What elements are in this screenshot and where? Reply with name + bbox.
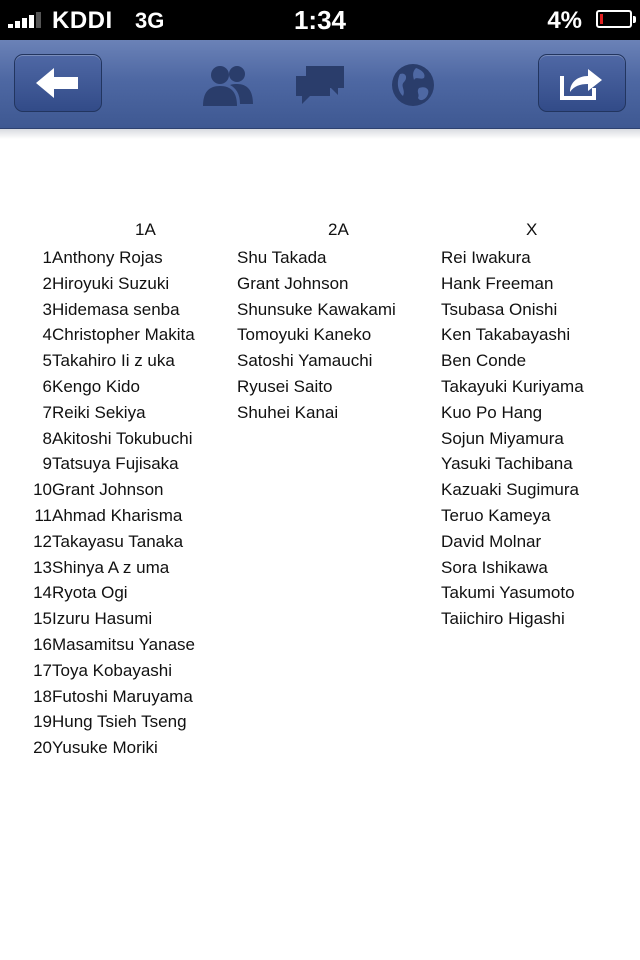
- entry-number: 16: [33, 634, 52, 654]
- list-item: [30, 556, 195, 582]
- entry-name: Tatsuya Fujisaka: [52, 454, 179, 474]
- entry-name: Hank Freeman: [441, 273, 554, 293]
- entry-name: Shu Takada: [237, 248, 327, 267]
- entry-number: 17: [33, 660, 52, 680]
- battery-icon: [596, 10, 632, 28]
- entry-name: Futoshi Maruyama: [52, 686, 193, 706]
- entry-number: 2: [42, 273, 52, 293]
- entry-name: Ahmad Kharisma: [52, 505, 183, 525]
- entry-name: Kuo Po Hang: [441, 402, 543, 422]
- roster-document: [0, 200, 640, 800]
- entry-number: 3: [42, 299, 52, 319]
- list-item: [441, 272, 584, 298]
- list-item: [30, 504, 195, 530]
- entry-name: Takayasu Tanaka: [52, 531, 184, 551]
- entry-number: 18: [33, 686, 52, 706]
- entry-number: 6: [42, 376, 52, 396]
- list-item: [441, 298, 584, 324]
- list-item: [30, 685, 195, 711]
- entry-number: 5: [42, 351, 52, 371]
- entry-name: Reiki Sekiya: [52, 402, 146, 422]
- entry-name: Sojun Miyamura: [441, 428, 564, 448]
- entry-name: Ken Takabayashi: [441, 325, 571, 345]
- column-heading: X: [526, 220, 538, 239]
- list-item: [441, 504, 584, 530]
- entry-name: Hung Tsieh Tseng: [52, 712, 187, 732]
- entry-name: Izuru Hasumi: [52, 609, 153, 629]
- list-item: [237, 272, 396, 298]
- list-item: [30, 246, 195, 272]
- messages-icon[interactable]: [292, 62, 348, 108]
- list-item: [30, 736, 195, 762]
- entry-name: Taiichiro Higashi: [441, 609, 565, 629]
- list-item: [30, 530, 195, 556]
- network-type: 3G: [135, 8, 165, 33]
- column-heading: 2A: [328, 220, 349, 239]
- entry-number: 8: [42, 428, 52, 448]
- nav-shadow: [0, 129, 640, 139]
- list-item: [30, 581, 195, 607]
- list-item: [30, 607, 195, 633]
- list-item: [237, 298, 396, 324]
- arrow-left-icon: [34, 66, 82, 100]
- entry-name: Sora Ishikawa: [441, 557, 548, 577]
- list-item: [237, 401, 396, 427]
- column-heading: 1A: [135, 220, 156, 239]
- battery-percent: 4%: [547, 7, 582, 34]
- name-list: [237, 246, 396, 427]
- entry-number: 10: [33, 480, 52, 500]
- entry-name: Shuhei Kanai: [237, 402, 339, 422]
- battery-level: [600, 14, 603, 24]
- list-item: [30, 478, 195, 504]
- entry-name: Toya Kobayashi: [52, 660, 173, 680]
- entry-number: 7: [42, 402, 52, 422]
- entry-name: Anthony Rojas: [52, 248, 163, 267]
- entry-number: 12: [33, 531, 52, 551]
- list-item: [237, 349, 396, 375]
- entry-number: 19: [33, 712, 52, 732]
- name-list: [30, 246, 195, 762]
- entry-name: Takayuki Kuriyama: [441, 376, 584, 396]
- entry-name: David Molnar: [441, 531, 542, 551]
- list-item: [237, 375, 396, 401]
- entry-name: Kengo Kido: [52, 376, 140, 396]
- list-item: [441, 452, 584, 478]
- entry-number: 9: [42, 454, 52, 474]
- list-item: [30, 633, 195, 659]
- list-item: [441, 556, 584, 582]
- list-item: [30, 323, 195, 349]
- list-item: [441, 246, 584, 272]
- list-item: [441, 323, 584, 349]
- list-item: [237, 246, 396, 272]
- entry-number: 11: [34, 505, 52, 525]
- status-bar: [0, 0, 640, 40]
- entry-name: Yusuke Moriki: [52, 738, 158, 758]
- entry-name: Takumi Yasumoto: [441, 583, 575, 603]
- entry-name: Tsubasa Onishi: [441, 299, 558, 319]
- entry-name: Ryota Ogi: [52, 583, 128, 603]
- entry-name: Hiroyuki Suzuki: [52, 273, 170, 293]
- entry-name: Rei Iwakura: [441, 248, 531, 267]
- list-item: [441, 349, 584, 375]
- entry-name: Takahiro Ii z uka: [52, 351, 175, 371]
- entry-number: 15: [33, 609, 52, 629]
- list-item: [30, 710, 195, 736]
- list-item: [441, 530, 584, 556]
- name-list: [441, 246, 584, 633]
- list-item: [30, 298, 195, 324]
- entry-name: Tomoyuki Kaneko: [237, 325, 372, 345]
- entry-number: 14: [33, 583, 52, 603]
- entry-name: Yasuki Tachibana: [441, 454, 573, 474]
- entry-number: 4: [42, 325, 52, 345]
- entry-name: Hidemasa senba: [52, 299, 180, 319]
- list-item: [30, 272, 195, 298]
- entry-name: Christopher Makita: [52, 325, 195, 345]
- list-item: [30, 452, 195, 478]
- share-button[interactable]: [538, 54, 626, 112]
- list-item: [30, 349, 195, 375]
- entry-number: 20: [33, 738, 52, 758]
- list-item: [441, 427, 584, 453]
- list-item: [30, 427, 195, 453]
- nav-bar: [0, 40, 640, 129]
- share-icon: [558, 64, 606, 102]
- list-item: [441, 581, 584, 607]
- entry-name: Ben Conde: [441, 351, 527, 371]
- entry-name: Masamitsu Yanase: [52, 634, 195, 654]
- carrier-name: KDDI: [52, 7, 113, 34]
- entry-name: Grant Johnson: [237, 273, 349, 293]
- list-item: [237, 323, 396, 349]
- entry-name: Akitoshi Tokubuchi: [52, 428, 193, 448]
- entry-name: Shunsuke Kawakami: [237, 299, 396, 319]
- entry-name: Teruo Kameya: [441, 505, 551, 525]
- globe-icon[interactable]: [386, 62, 442, 108]
- entry-name: Kazuaki Sugimura: [441, 480, 579, 500]
- entry-number: 13: [33, 557, 52, 577]
- entry-name: Grant Johnson: [52, 480, 164, 500]
- list-item: [441, 375, 584, 401]
- friends-icon[interactable]: [200, 62, 256, 108]
- back-button[interactable]: [14, 54, 102, 112]
- list-item: [30, 375, 195, 401]
- entry-name: Satoshi Yamauchi: [237, 351, 373, 371]
- list-item: [441, 401, 584, 427]
- list-item: [30, 401, 195, 427]
- list-item: [30, 659, 195, 685]
- entry-number: 1: [42, 248, 52, 267]
- list-item: [441, 478, 584, 504]
- entry-name: Shinya A z uma: [52, 557, 170, 577]
- entry-name: Ryusei Saito: [237, 376, 333, 396]
- clock: 1:34: [293, 5, 347, 35]
- list-item: [441, 607, 584, 633]
